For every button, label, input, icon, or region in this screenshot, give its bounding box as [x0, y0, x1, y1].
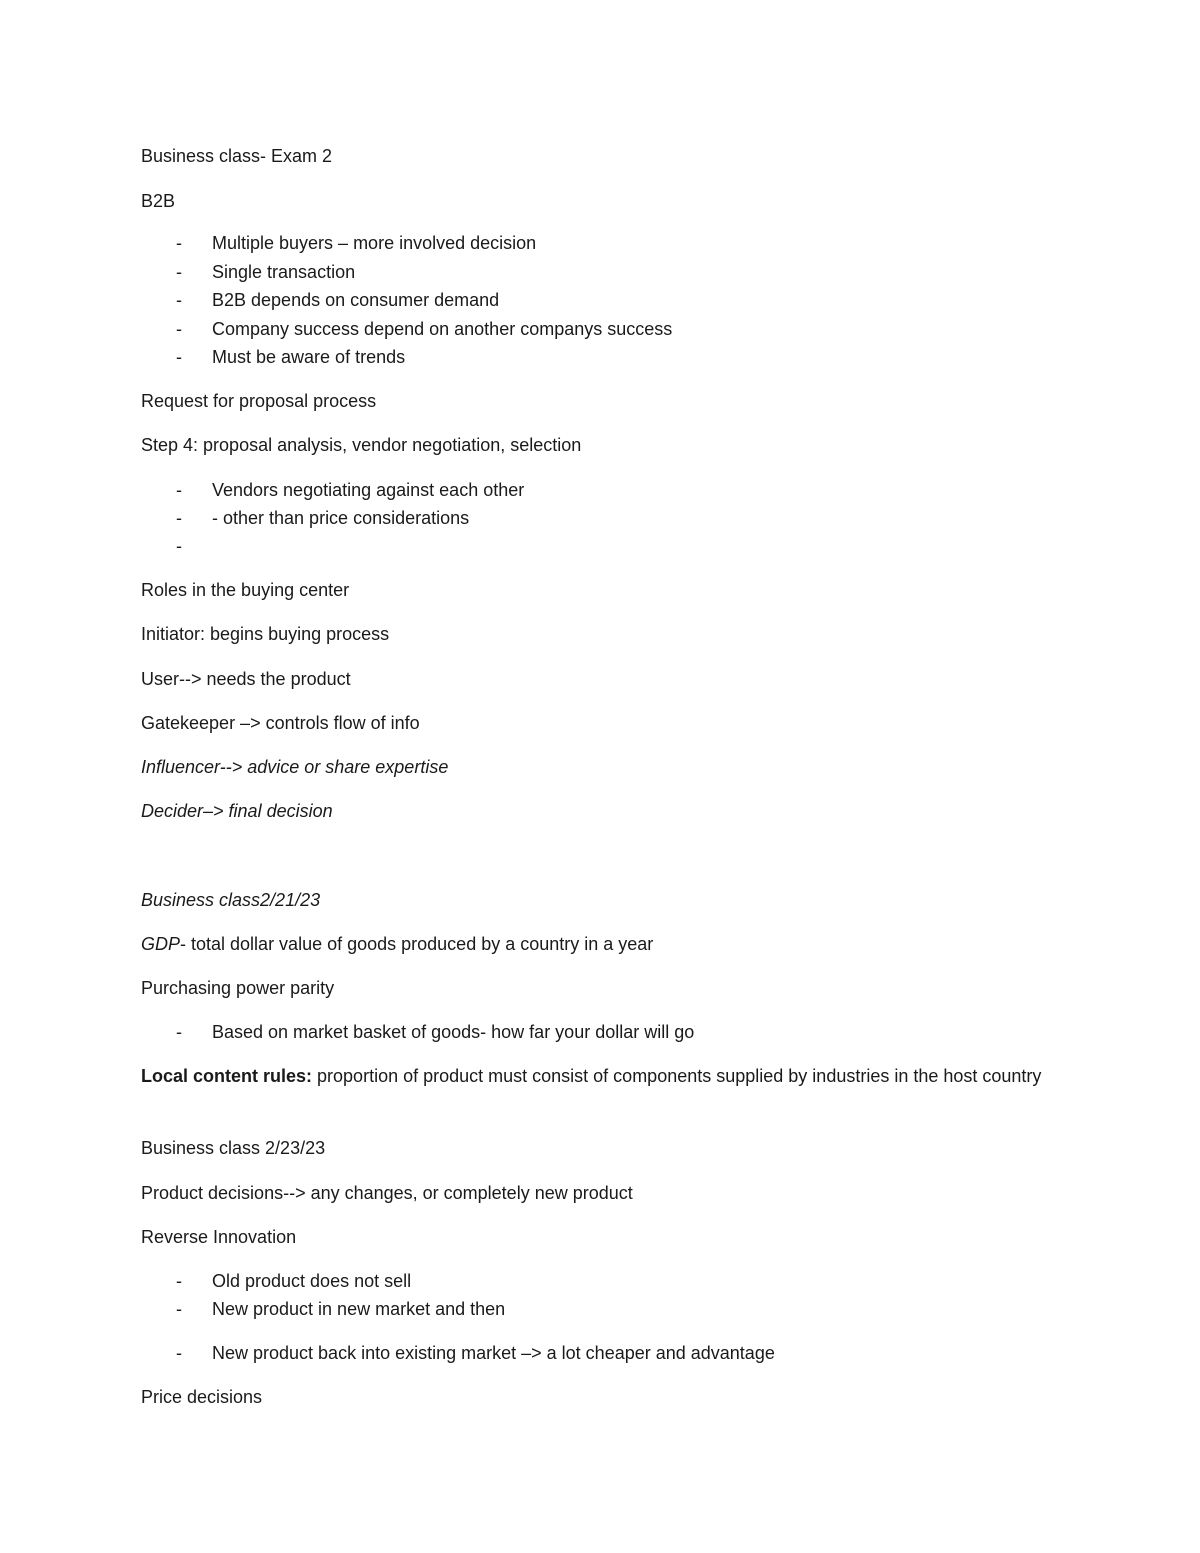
b2b-heading: B2B	[141, 191, 176, 211]
ppp-heading: Purchasing power parity	[141, 978, 335, 998]
roles-heading: Roles in the buying center	[141, 580, 350, 600]
role-gatekeeper: Gatekeeper –> controls flow of info	[141, 713, 420, 733]
bullet-text: B2B depends on consumer demand	[212, 290, 500, 310]
role-initiator: Initiator: begins buying process	[141, 624, 390, 644]
role-decider: Decider–> final decision	[141, 801, 333, 821]
bullet-text: Based on market basket of goods- how far your dollar will go	[212, 1022, 695, 1042]
bullet-dash: -	[176, 319, 182, 339]
bullet-text: Multiple buyers – more involved decision	[212, 233, 537, 253]
section3-title: Business class 2/23/23	[141, 1138, 326, 1158]
bullet-dash: -	[176, 1343, 182, 1363]
bullet-dash: -	[176, 262, 182, 282]
role-user: User--> needs the product	[141, 669, 351, 689]
bullet-dash: -	[176, 1022, 182, 1042]
rfp-heading: Request for proposal process	[141, 391, 377, 411]
bullet-dash: -	[176, 1299, 182, 1319]
role-influencer: Influencer--> advice or share expertise	[141, 757, 449, 777]
reverse-heading: Reverse Innovation	[141, 1227, 297, 1247]
bullet-text: Old product does not sell	[212, 1271, 412, 1291]
bullet-dash: -	[176, 290, 182, 310]
step4-text: Step 4: proposal analysis, vendor negotiation, selection	[141, 435, 582, 455]
bullet-dash: -	[176, 233, 182, 253]
gdp-line	[141, 933, 653, 955]
bullet-dash: -	[176, 508, 182, 528]
price-heading: Price decisions	[141, 1387, 263, 1407]
bullet-text: - other than price considerations	[212, 508, 470, 528]
bullet-text: Single transaction	[212, 262, 356, 282]
bullet-text: Company success depend on another companys success	[212, 319, 673, 339]
bullet-text: Must be aware of trends	[212, 347, 406, 367]
bullet-text: Vendors negotiating against each other	[212, 480, 525, 500]
bullet-dash: -	[176, 480, 182, 500]
gdp-term: GDP	[141, 934, 181, 954]
bullet-text: New product in new market and then	[212, 1299, 506, 1319]
local-content-paragraph	[141, 1062, 1071, 1090]
doc-title: Business class- Exam 2	[141, 146, 333, 166]
product-decisions: Product decisions--> any changes, or completely new product	[141, 1183, 633, 1203]
bullet-dash: -	[176, 1271, 182, 1291]
bullet-text: New product back into existing market –> a lot cheaper and advantage	[212, 1343, 775, 1363]
local-content-definition: proportion of product must consist of components supplied by industries in the host country	[312, 1066, 1042, 1086]
gdp-definition: - total dollar value of goods produced by a country in a year	[180, 934, 654, 954]
bullet-dash: -	[176, 536, 182, 556]
section2-title: Business class2/21/23	[141, 890, 321, 910]
bullet-dash: -	[176, 347, 182, 367]
local-content-term: Local content rules:	[141, 1066, 313, 1086]
